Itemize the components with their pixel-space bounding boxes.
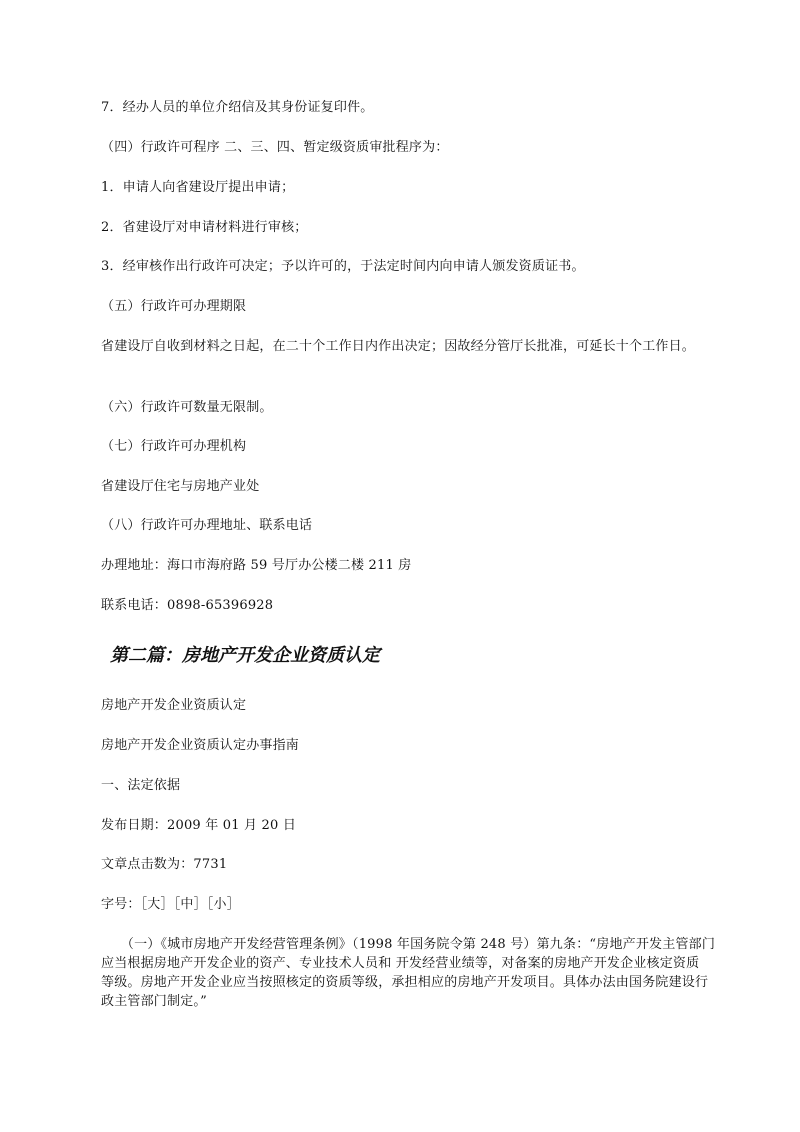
text-line: （四）行政许可程序 二、三、四、暂定级资质审批程序为： xyxy=(101,140,449,155)
text-line: 2．省建设厅对申请材料进行审核； xyxy=(101,220,308,235)
paragraph-line: 等级。房地产开发企业应当按照核定的资质等级，承担相应的房地产开发项目。具体办法由国务院建设行 xyxy=(101,975,709,990)
text-line: 1．申请人向省建设厅提出申请； xyxy=(101,180,295,195)
text-line: 办理地址：海口市海府路 59 号厅办公楼二楼 211 房 xyxy=(101,558,412,573)
section-heading: 第二篇：房地产开发企业资质认定 xyxy=(110,645,380,666)
text-line: 7．经办人员的单位介绍信及其身份证复印件。 xyxy=(101,100,374,115)
text-line: 省建设厅自收到材料之日起，在二十个工作日内作出决定；因故经分管厅长批准，可延长十个工作日。 xyxy=(101,339,696,354)
text-line: 3．经审核作出行政许可决定；予以许可的，于法定时间内向申请人颁发资质证书。 xyxy=(101,259,585,274)
text-line: （七）行政许可办理机构 xyxy=(101,439,247,454)
text-line: 省建设厅住宅与房地产业处 xyxy=(101,479,260,494)
font-size-line: 字号：［大］［中］［小］ xyxy=(101,897,240,912)
text-line: 发布日期：2009 年 01 月 20 日 xyxy=(101,818,297,833)
text-line: 房地产开发企业资质认定 xyxy=(101,698,247,713)
text-line: （五）行政许可办理期限 xyxy=(101,299,247,314)
text-line: 一、法定依据 xyxy=(101,778,181,793)
text-line: （六）行政许可数量无限制。 xyxy=(101,400,273,415)
legal-basis-paragraph xyxy=(101,935,725,1011)
text-line: （八）行政许可办理地址、联系电话 xyxy=(101,518,313,533)
text-line: 房地产开发企业资质认定办事指南 xyxy=(101,738,300,753)
text-line: 文章点击数为：7731 xyxy=(101,857,228,872)
text-line: 联系电话：0898-65396928 xyxy=(101,598,274,613)
paragraph-line: 政主管部门制定。” xyxy=(101,994,207,1009)
paragraph-line: （一）《城市房地产开发经营管理条例》（1998 年国务院令第 248 号）第九条：“房地产开发主管部门 xyxy=(101,937,716,952)
paragraph-line: 应当根据房地产开发企业的资产、专业技术人员和 开发经营业绩等，对备案的房地产开发企业核定资质 xyxy=(101,956,700,971)
